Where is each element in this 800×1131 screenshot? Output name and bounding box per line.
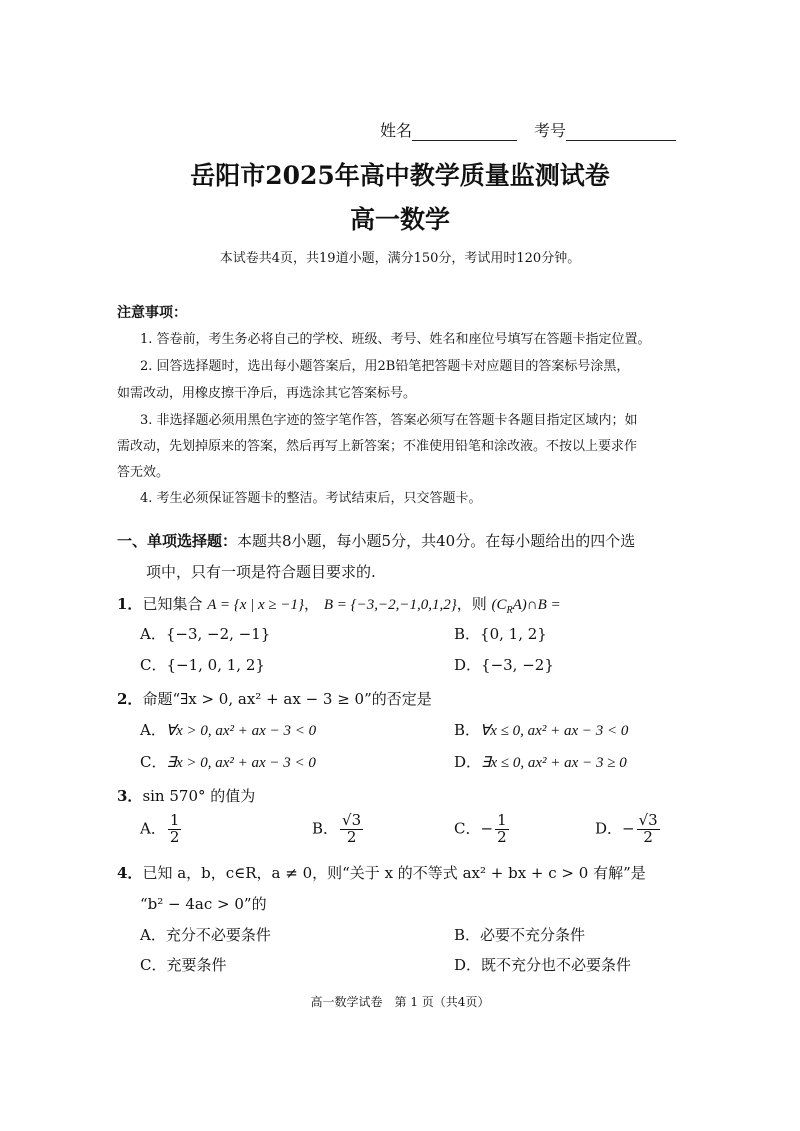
notice-item-4: 4. 考生必须保证答题卡的整洁。考试结束后，只交答题卡。 <box>140 491 482 506</box>
q1-expr-tail: A)∩B = <box>512 597 561 613</box>
q2-stem-text: 命题“∃x > 0, ax² + ax − 3 ≥ 0”的否定是 <box>142 690 432 708</box>
q1-option-a-text: {−3, −2, −1} <box>165 625 271 643</box>
q1-stem <box>117 593 561 616</box>
q4-option-d-label: D． <box>454 956 482 974</box>
name-label: 姓名 <box>380 121 413 140</box>
name-field[interactable] <box>380 118 517 141</box>
q2-stem <box>117 688 432 709</box>
section1-heading: 一、单项选择题： <box>117 532 238 550</box>
numerator: √3 <box>638 811 658 829</box>
q2-option-b-label: B． <box>454 721 481 739</box>
q1-option-c-text: {−1, 0, 1, 2} <box>166 656 265 674</box>
denominator: 2 <box>169 827 180 846</box>
q1-option-b[interactable] <box>454 623 547 644</box>
number-blank[interactable] <box>566 122 676 141</box>
q1-stem-b: ，则 <box>456 595 492 613</box>
q4-option-c[interactable] <box>140 954 227 975</box>
q4-stem-b: “b² − 4ac > 0”的 <box>140 895 267 913</box>
q3-stem <box>117 785 255 806</box>
q1-option-d[interactable] <box>454 654 554 675</box>
numerator: 1 <box>497 811 507 829</box>
q4-option-c-text: 充要条件 <box>166 956 227 974</box>
q4-option-a-text: 充分不必要条件 <box>165 926 271 944</box>
q4-option-a-label: A． <box>140 926 166 944</box>
q3-option-c-fraction <box>495 813 509 846</box>
section1-desc-a: 本题共8小题，每小题5分，共40分。在每小题给出的四个选 <box>237 532 636 550</box>
q2-option-d[interactable] <box>454 751 627 772</box>
q1-option-c[interactable] <box>140 654 265 675</box>
q1-set-a: A = {x | x ≥ −1} <box>207 597 305 613</box>
number-label: 考号 <box>534 121 567 140</box>
exam-intro: 本试卷共4页，共19道小题，满分150分，考试用时120分钟。 <box>219 251 581 266</box>
notice-item-2a: 2. 回答选择题时，选出每小题答案后，用2B铅笔把答题卡对应题目的答案标号涂黑， <box>140 359 630 374</box>
q4-option-b-label: B． <box>454 926 481 944</box>
q2-option-d-text: ∃x ≤ 0, ax² + ax − 3 ≥ 0 <box>481 755 627 771</box>
name-blank[interactable] <box>412 122 517 141</box>
q3-option-b[interactable] <box>312 813 365 846</box>
q3-option-c-label: C． <box>454 819 481 838</box>
q1-set-b: B = {−3,−2,−1,0,1,2} <box>323 597 457 613</box>
q4-option-b-text: 必要不充分条件 <box>480 926 586 944</box>
q2-option-b-text: ∀x ≤ 0, ax² + ax − 3 < 0 <box>480 723 629 739</box>
q1-option-b-text: {0, 1, 2} <box>480 625 547 643</box>
q3-option-d[interactable] <box>595 813 662 846</box>
q3-option-a[interactable] <box>140 813 183 846</box>
q1-option-d-label: D． <box>454 656 482 674</box>
q3-option-b-label: B． <box>312 819 339 838</box>
q4-stem-a <box>117 862 646 883</box>
denominator: 2 <box>497 827 507 846</box>
q2-option-a[interactable] <box>140 719 316 740</box>
q1-stem-a: 已知集合 <box>142 595 208 613</box>
q1-option-a-label: A． <box>140 625 166 643</box>
q1-option-d-text: {−3, −2} <box>481 656 554 674</box>
q3-option-b-fraction <box>340 813 363 846</box>
notice-item-3b: 需改动，先划掉原来的答案，然后再写上新答案；不准使用铅笔和涂改液。不按以上要求作 <box>117 439 638 454</box>
q4-option-a[interactable] <box>140 924 271 945</box>
q4-option-d-text: 既不充分也不必要条件 <box>481 956 632 974</box>
q4-stem-a-text: 已知 a，b，c∈R，a ≠ 0，则“关于 x 的不等式 ax² + bx + c > 0 有解”是 <box>142 864 646 882</box>
q1-number: 1． <box>117 595 143 613</box>
q3-option-d-label: D． <box>595 819 623 838</box>
exam-title: 岳阳市2025年高中教学质量监测试卷 <box>190 161 610 190</box>
minus-sign: − <box>622 819 635 838</box>
q3-number: 3． <box>117 787 143 805</box>
q2-option-a-text: ∀x > 0, ax² + ax − 3 < 0 <box>165 723 317 739</box>
q2-option-d-label: D． <box>454 753 482 771</box>
page-footer: 高一数学试卷 第 1 页（共4页） <box>310 995 490 1009</box>
q4-number: 4． <box>117 864 143 882</box>
q3-option-a-fraction <box>168 813 182 846</box>
notice-item-1: 1. 答卷前，考生务必将自己的学校、班级、考号、姓名和座位号填写在答题卡指定位置。 <box>140 332 651 347</box>
denominator: 2 <box>643 827 653 846</box>
section1-line1 <box>117 530 635 551</box>
q1-sep: ， <box>304 595 324 613</box>
notice-item-3c: 答无效。 <box>117 465 170 480</box>
q1-expr-sub: R <box>506 605 513 616</box>
q2-option-c-text: ∃x > 0, ax² + ax − 3 < 0 <box>166 755 316 771</box>
q4-option-d[interactable] <box>454 954 631 975</box>
q1-option-b-label: B． <box>454 625 481 643</box>
q1-expr: (C <box>491 597 507 613</box>
numerator: √3 <box>342 811 362 829</box>
q3-option-a-label: A． <box>140 819 166 838</box>
q4-option-b[interactable] <box>454 924 585 945</box>
q2-option-b[interactable] <box>454 719 628 740</box>
q3-option-d-fraction <box>637 813 660 846</box>
q2-option-c[interactable] <box>140 751 316 772</box>
denominator: 2 <box>346 827 357 846</box>
notice-item-3a: 3. 非选择题必须用黑色字迹的签字笔作答，答案必须写在答题卡各题目指定区域内；如 <box>140 413 638 428</box>
exam-subtitle: 高一数学 <box>349 205 450 234</box>
q2-option-a-label: A． <box>140 721 166 739</box>
number-field[interactable] <box>534 118 676 141</box>
q2-option-c-label: C． <box>140 753 167 771</box>
numerator: 1 <box>169 811 180 829</box>
q1-option-a[interactable] <box>140 623 270 644</box>
q2-number: 2． <box>117 690 143 708</box>
q3-option-c[interactable] <box>454 813 511 846</box>
section1-desc-b: 项中，只有一项是符合题目要求的. <box>146 563 376 581</box>
q3-stem-text: sin 570° 的值为 <box>142 787 256 805</box>
notice-item-2b: 如需改动，用橡皮擦干净后，再选涂其它答案标号。 <box>117 386 417 401</box>
notice-heading: 注意事项： <box>117 305 187 321</box>
minus-sign: − <box>480 819 494 838</box>
q4-option-c-label: C． <box>140 956 167 974</box>
q1-option-c-label: C． <box>140 656 167 674</box>
